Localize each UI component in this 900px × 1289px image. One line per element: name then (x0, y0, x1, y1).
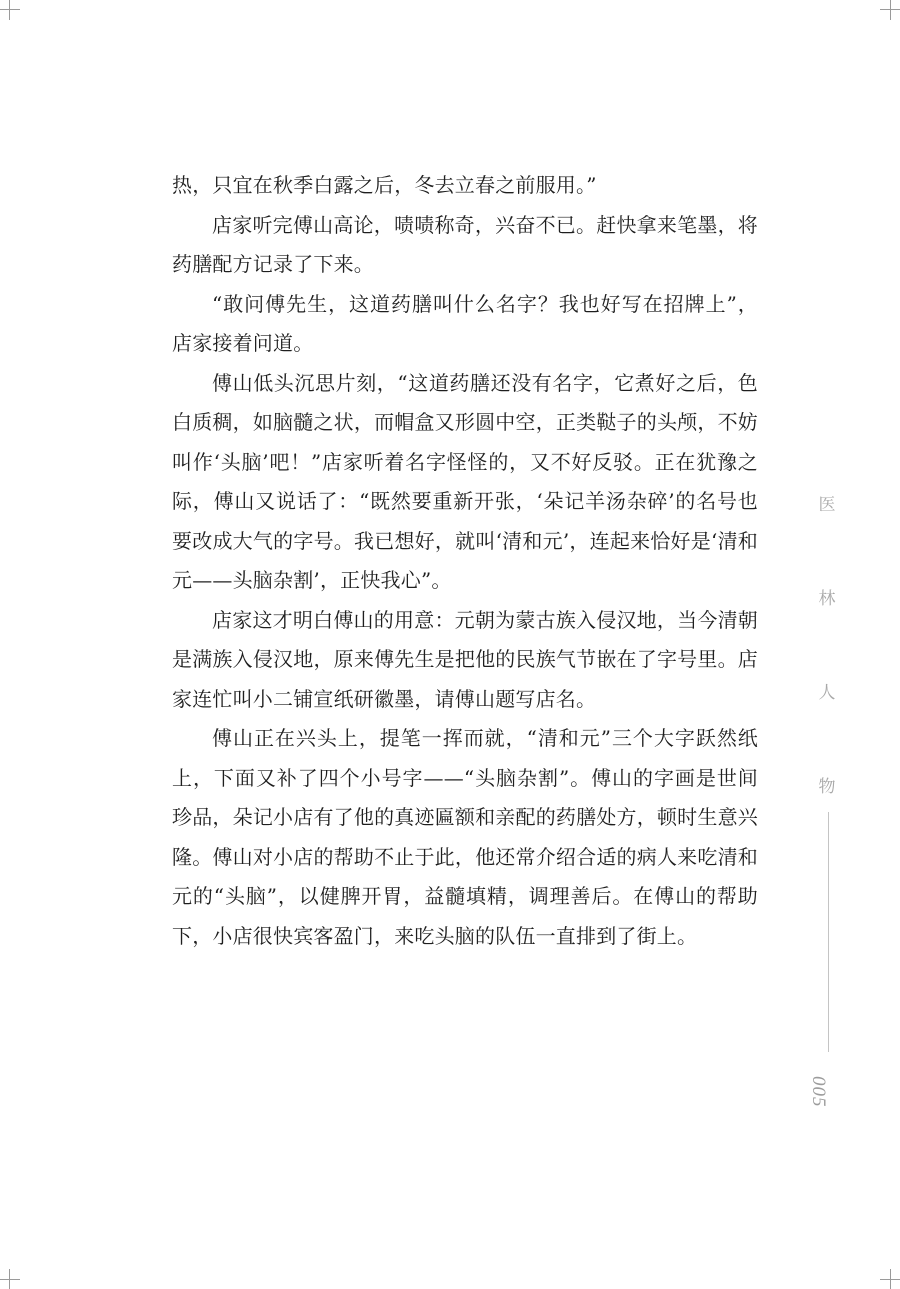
section-title-char: 物 (818, 777, 836, 797)
paragraph-3: “敢问傅先生，这道药膳叫什么名字？我也好写在招牌上”，店家接着问道。 (172, 291, 758, 355)
section-title-char: 林 (818, 589, 836, 609)
page-number: 005 (808, 1076, 829, 1108)
crop-mark-bottom-left-v (9, 1269, 10, 1289)
crop-mark-bottom-left-h (0, 1279, 20, 1280)
crop-mark-top-left-v (9, 0, 10, 20)
paragraph-5: 店家这才明白傅山的用意：元朝为蒙古族入侵汉地，当今清朝是满族入侵汉地，原来傅先生是把他的民族气节嵌在了字号里。店家连忙叫小二铺宣纸研徽墨，请傅山题写店名。 (172, 607, 758, 711)
side-divider-line (828, 812, 829, 1052)
crop-mark-bottom-right-v (890, 1269, 891, 1289)
paragraph-1: 热，只宜在秋季白露之后，冬去立春之前服用。” (172, 173, 597, 197)
section-title-vertical (812, 490, 842, 866)
crop-mark-top-right-v (890, 0, 891, 20)
section-title-char: 医 (818, 495, 836, 515)
paragraph-2: 店家听完傅山高论，啧啧称奇，兴奋不已。赶快拿来笔墨，将药膳配方记录了下来。 (172, 212, 758, 276)
paragraph-4: 傅山低头沉思片刻，“这道药膳还没有名字，它煮好之后，色白质稠，如脑髓之状，而帽盒又形圆中空，正类鞑子的头颅，不妨叫作‘头脑’吧！”店家听着名字怪怪的，又不好反驳。正在犹豫之际，傅山又说话了：“既然要重新开张，‘朵记羊汤杂碎’的名号也要改成大气的字号。我已想好，就叫‘清和元’，连起来恰好是‘清和元——头脑杂割’，正快我心”。 (172, 370, 758, 592)
body-text (172, 166, 758, 956)
paragraph-6: 傅山正在兴头上，提笔一挥而就，“清和元”三个大字跃然纸上，下面又补了四个小号字——“头脑杂割”。傅山的字画是世间珍品，朵记小店有了他的真迹匾额和亲配的药膳处方，顿时生意兴隆。傅山对小店的帮助不止于此，他还常介绍合适的病人来吃清和元的“头脑”，以健脾开胃，益髓填精，调理善后。在傅山的帮助下，小店很快宾客盈门，来吃头脑的队伍一直排到了街上。 (172, 726, 758, 948)
section-title-char: 人 (818, 683, 836, 703)
crop-mark-top-left-h (0, 9, 20, 10)
